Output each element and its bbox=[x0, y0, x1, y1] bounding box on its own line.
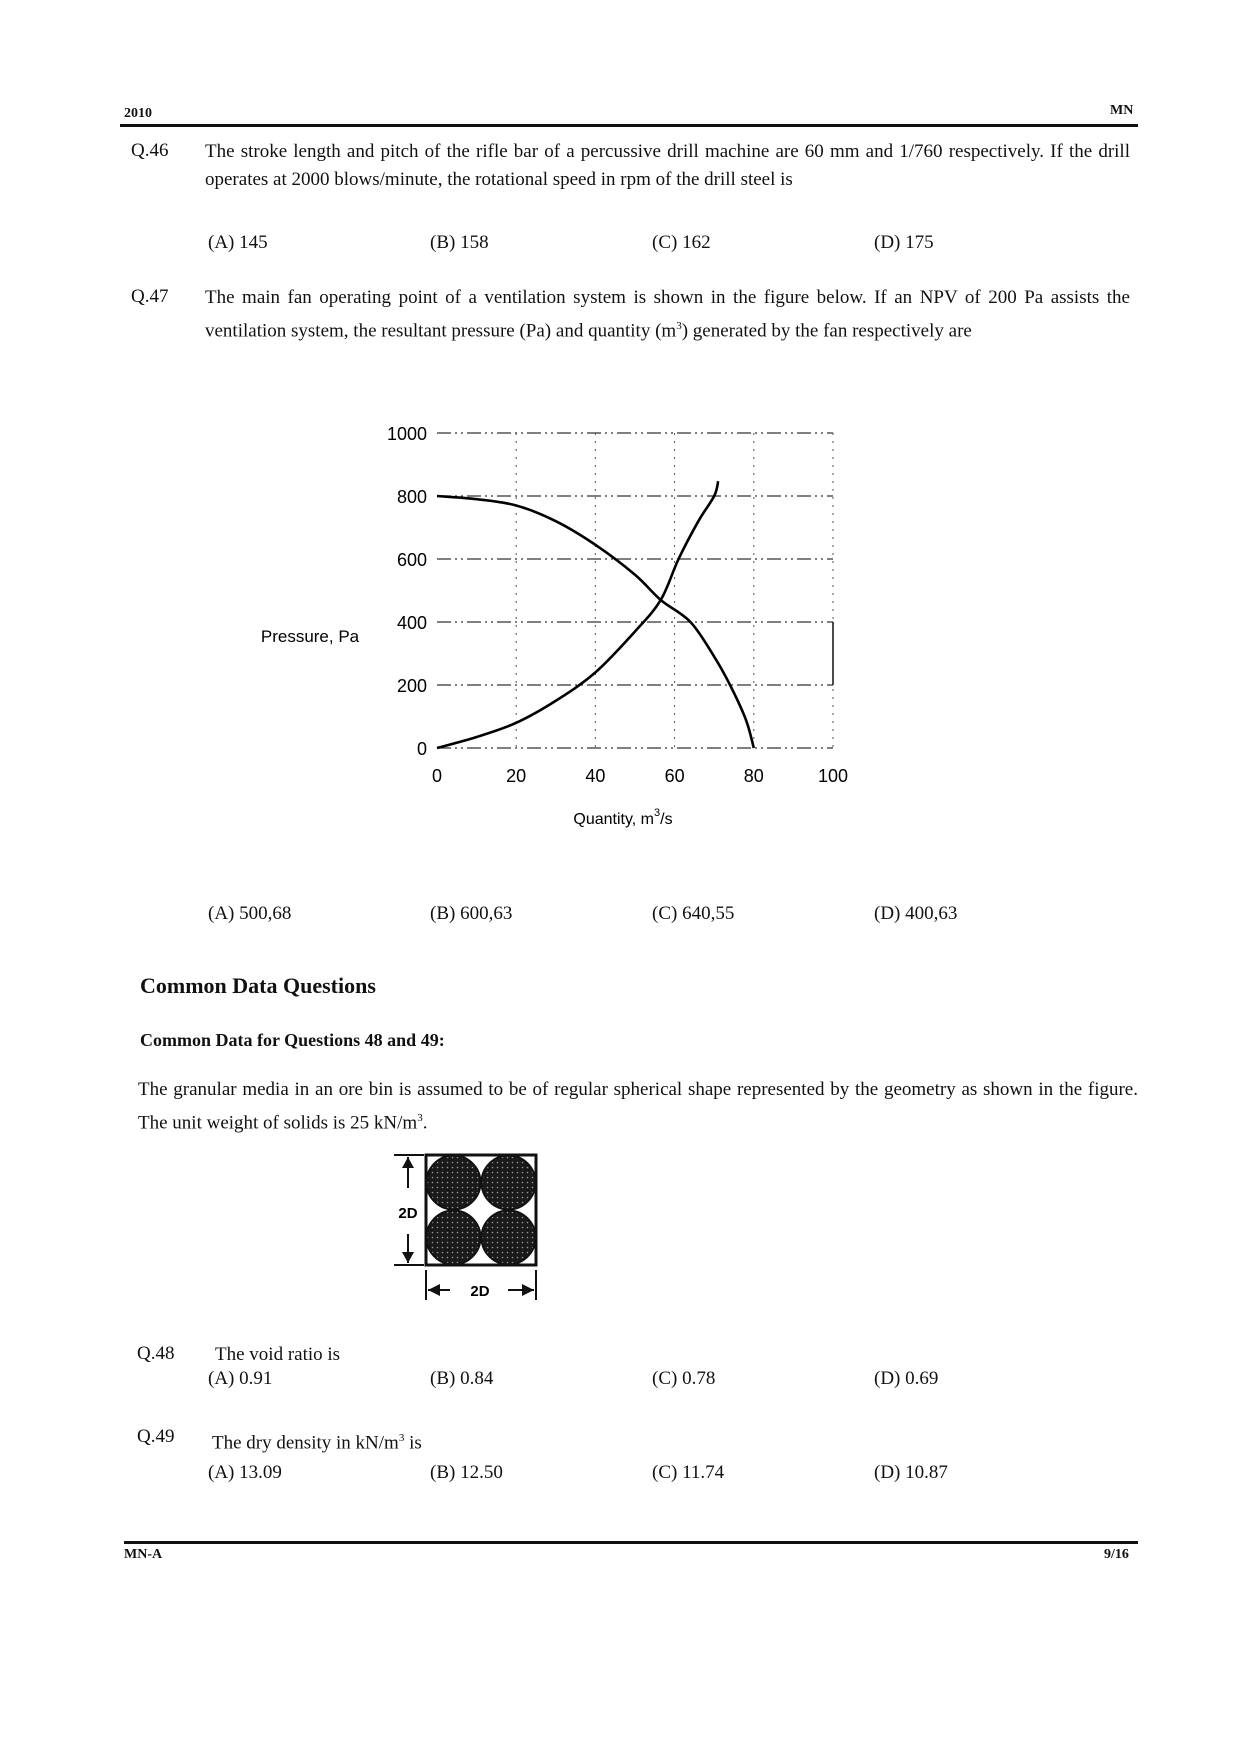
arrow-left-icon bbox=[428, 1284, 440, 1296]
q47-option-b[interactable]: (B) 600,63 bbox=[430, 903, 513, 924]
x-tick-label-80: 80 bbox=[743, 766, 764, 786]
q47-text-a: The main fan operating point of a ventilation system is shown in the figure below. If an NPV of 200 Pa assists the ventilation system, the resultant pressure (Pa) and quantity (m bbox=[205, 287, 1130, 342]
q48-option-c[interactable]: (C) 0.78 bbox=[652, 1368, 716, 1389]
footer-page-number: 9/16 bbox=[1104, 1547, 1129, 1562]
arrow-down-icon bbox=[402, 1252, 414, 1263]
y-tick-label-600: 600 bbox=[396, 550, 427, 570]
x-tick-label-40: 40 bbox=[585, 766, 606, 786]
footer-rule bbox=[124, 1541, 1138, 1544]
chart-ylabel: Pressure, Pa bbox=[260, 627, 360, 646]
chart-ticks bbox=[387, 424, 848, 786]
q46-option-c[interactable]: (C) 162 bbox=[652, 232, 711, 253]
q47-sup: 3 bbox=[676, 320, 682, 332]
question-number-46: Q.46 bbox=[131, 140, 169, 161]
sphere-4 bbox=[482, 1211, 536, 1265]
common-data-subtitle: Common Data for Questions 48 and 49: bbox=[140, 1030, 445, 1050]
sphere-2 bbox=[482, 1156, 536, 1210]
chart-grid bbox=[437, 433, 833, 748]
y-tick-label-0: 0 bbox=[416, 739, 427, 759]
y-tick-label-1000: 1000 bbox=[386, 424, 427, 444]
q49-option-c[interactable]: (C) 11.74 bbox=[652, 1462, 725, 1483]
sphere-3 bbox=[427, 1211, 481, 1265]
width-dimension bbox=[426, 1270, 536, 1300]
question-text-49 bbox=[212, 1424, 1112, 1457]
question-number-47: Q.47 bbox=[131, 286, 169, 307]
q49-sup: 3 bbox=[398, 1432, 405, 1444]
q49-option-d[interactable]: (D) 10.87 bbox=[874, 1462, 948, 1483]
q46-option-b[interactable]: (B) 158 bbox=[430, 232, 489, 253]
header-paper-code: MN bbox=[1110, 103, 1134, 118]
q48-option-b[interactable]: (B) 0.84 bbox=[430, 1368, 494, 1389]
question-text-46: The stroke length and pitch of the rifle bar of a percussive drill machine are 60 mm and 1/760 respectively. If the drill operates at 2000 blows/minute, the rotational speed in rpm of the drill steel is bbox=[205, 141, 1130, 190]
q46-option-d[interactable]: (D) 175 bbox=[874, 232, 934, 253]
sphere-packing-figure bbox=[380, 1140, 550, 1310]
q49-text-b: is bbox=[404, 1432, 422, 1454]
system-resistance-curve bbox=[437, 481, 718, 748]
arrow-right-icon bbox=[522, 1284, 534, 1296]
q49-option-a[interactable]: (A) 13.09 bbox=[208, 1462, 282, 1483]
x-tick-label-100: 100 bbox=[817, 766, 849, 786]
height-dimension bbox=[394, 1155, 424, 1265]
q47-option-d[interactable]: (D) 400,63 bbox=[874, 903, 958, 924]
q47-text-b: ) generated by the fan respectively are bbox=[681, 320, 972, 342]
paragraph-text-a: The granular media in an ore bin is assumed to be of regular spherical shape represented by the geometry as shown in the figure. The unit weight of solids is 25 kN/m bbox=[138, 1079, 1138, 1134]
q46-option-a[interactable]: (A) 145 bbox=[208, 232, 268, 253]
height-label: 2D bbox=[398, 1205, 418, 1222]
sphere-1 bbox=[427, 1156, 481, 1210]
common-data-paragraph bbox=[138, 1076, 1138, 1137]
q47-option-c[interactable]: (C) 640,55 bbox=[652, 903, 735, 924]
width-label: 2D bbox=[470, 1283, 490, 1300]
q49-option-b[interactable]: (B) 12.50 bbox=[430, 1462, 503, 1483]
chart-xlabel: Quantity, $m^3/s$ bbox=[573, 807, 673, 828]
y-tick-label-200: 200 bbox=[396, 676, 427, 696]
q48-option-d[interactable]: (D) 0.69 bbox=[874, 1368, 939, 1389]
question-number-48: Q.48 bbox=[137, 1343, 175, 1364]
x-tick-label-60: 60 bbox=[664, 766, 685, 786]
x-tick-label-0: 0 bbox=[431, 766, 443, 786]
q48-option-a[interactable]: (A) 0.91 bbox=[208, 1368, 273, 1389]
footer-paper-code: MN-A bbox=[124, 1547, 163, 1562]
paragraph-sup: 3 bbox=[417, 1112, 423, 1124]
question-number-49: Q.49 bbox=[137, 1426, 175, 1447]
arrow-up-icon bbox=[402, 1157, 414, 1168]
q49-text-a: The dry density in kN/m bbox=[212, 1432, 399, 1454]
q47-option-a[interactable]: (A) 500,68 bbox=[208, 903, 292, 924]
x-tick-label-20: 20 bbox=[506, 766, 527, 786]
y-tick-label-400: 400 bbox=[396, 613, 427, 633]
y-tick-label-800: 800 bbox=[396, 487, 427, 507]
section-title: Common Data Questions bbox=[140, 973, 376, 998]
header-year: 2010 bbox=[124, 106, 152, 121]
question-text-48: The void ratio is bbox=[215, 1344, 341, 1365]
paragraph-text-b: . bbox=[422, 1112, 428, 1134]
